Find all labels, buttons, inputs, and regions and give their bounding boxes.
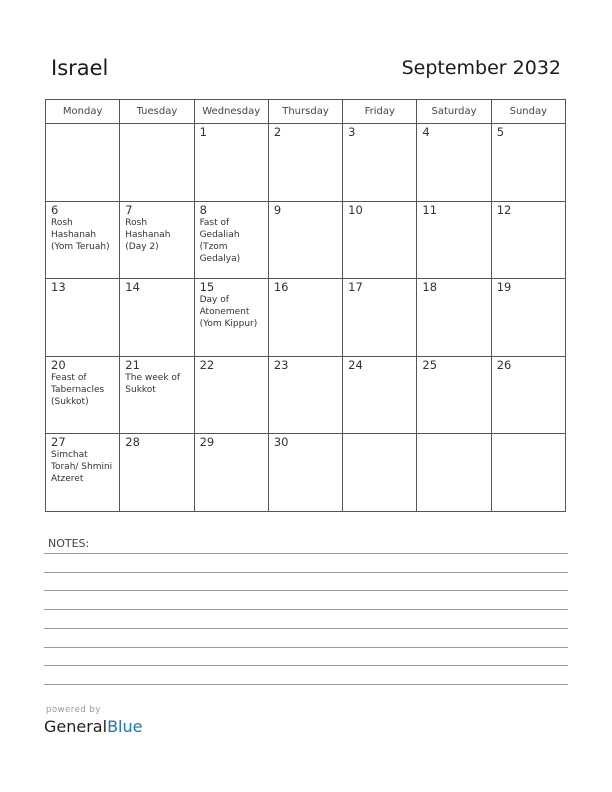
day-number: 4: [422, 125, 430, 139]
day-cell: [343, 201, 417, 279]
day-cell: [268, 279, 342, 357]
day-cell: [491, 356, 565, 434]
day-number: 21: [125, 357, 140, 372]
day-cell: [194, 356, 268, 434]
day-cell: [194, 434, 268, 512]
day-number: 9: [273, 202, 282, 217]
day-cell: [194, 201, 268, 279]
day-cell: [491, 124, 565, 202]
generalblue-logo: [44, 717, 142, 736]
day-number: 30: [273, 435, 289, 449]
day-number: 14: [125, 280, 140, 294]
day-number: 23: [273, 357, 289, 372]
weekday-header: Friday: [343, 100, 417, 124]
day-cell: [491, 279, 565, 357]
weekday-header: Saturday: [417, 100, 491, 124]
day-cell: [194, 279, 268, 357]
day-number: 8: [199, 202, 207, 217]
day-cell: [417, 279, 491, 357]
day-cell: [120, 279, 194, 357]
weekday-header: Thursday: [268, 100, 342, 124]
day-cell: [343, 124, 417, 202]
day-number: 3: [348, 125, 356, 139]
day-cell: [268, 201, 342, 279]
holiday-label: Fast of Gedaliah (Tzom Gedalya): [199, 217, 241, 264]
day-number: 13: [51, 280, 66, 294]
holiday-label: Rosh Hashanah (Day 2): [125, 217, 171, 252]
country-title: Israel: [51, 56, 109, 80]
day-number: 19: [496, 280, 512, 294]
weekday-header-row: [46, 100, 566, 124]
day-cell: [120, 201, 194, 279]
weekday-header: Tuesday: [120, 100, 194, 124]
day-cell: [268, 434, 342, 512]
weekday-header: Sunday: [491, 100, 565, 124]
day-number: 18: [422, 280, 438, 294]
week-row: [46, 279, 566, 357]
day-number: 27: [51, 435, 66, 449]
note-line: [44, 609, 568, 610]
day-number: 2: [273, 125, 282, 139]
day-cell: [491, 201, 565, 279]
note-line: [44, 665, 568, 666]
day-cell: [417, 356, 491, 434]
day-number: 12: [496, 202, 512, 217]
day-cell: [46, 279, 120, 357]
holiday-label: Day of Atonement (Yom Kippur): [199, 295, 258, 329]
day-cell: [46, 434, 120, 512]
day-number: 15: [199, 280, 215, 294]
day-number: 22: [199, 357, 215, 372]
day-number: 28: [125, 435, 140, 449]
day-cell: [46, 124, 120, 202]
day-cell: [46, 356, 120, 434]
day-cell: [417, 124, 491, 202]
day-number: 20: [51, 357, 66, 372]
note-line: [44, 647, 568, 648]
day-cell: [268, 356, 342, 434]
day-cell: [194, 124, 268, 202]
note-line: [44, 553, 568, 554]
day-cell: [417, 201, 491, 279]
powered-by-text: powered by: [46, 705, 101, 715]
day-cell: [120, 124, 194, 202]
day-cell: [120, 356, 194, 434]
day-number: 10: [348, 202, 363, 217]
holiday-label: The week of Sukkot: [125, 372, 181, 395]
week-row: [46, 434, 566, 512]
day-cell: [46, 201, 120, 279]
day-number: 11: [422, 202, 438, 217]
holiday-label: Feast of Tabernacles (Sukkot): [51, 372, 105, 407]
day-number: 17: [348, 280, 363, 294]
day-number: 16: [273, 280, 289, 294]
calendar-grid: [45, 99, 566, 512]
day-number: 26: [496, 357, 512, 372]
weekday-header: Wednesday: [194, 100, 268, 124]
holiday-label: Simchat Torah/ Shmini Atzeret: [51, 450, 113, 484]
day-cell: [120, 434, 194, 512]
brand-blue: Blue: [107, 717, 143, 736]
note-line: [44, 684, 568, 685]
day-cell: [343, 434, 417, 512]
holiday-label: Rosh Hashanah (Yom Teruah): [51, 217, 110, 252]
day-number: 24: [348, 357, 363, 372]
note-line: [44, 590, 568, 591]
day-number: 5: [496, 125, 505, 139]
weekday-header: Monday: [46, 100, 120, 124]
day-number: 6: [51, 202, 59, 217]
day-number: 29: [199, 435, 215, 449]
note-line: [44, 628, 568, 629]
day-number: 7: [125, 202, 133, 217]
day-cell: [343, 279, 417, 357]
brand-general: General: [44, 717, 108, 736]
day-number: 25: [422, 357, 438, 372]
week-row: [46, 201, 566, 279]
week-row: [46, 356, 566, 434]
day-number: 1: [199, 125, 207, 139]
day-cell: [417, 434, 491, 512]
note-line: [44, 572, 568, 573]
notes-label: NOTES:: [48, 537, 90, 550]
day-cell: [268, 124, 342, 202]
day-cell: [343, 356, 417, 434]
day-cell: [491, 434, 565, 512]
week-row: [46, 124, 566, 202]
month-year-title: September 2032: [401, 57, 561, 79]
